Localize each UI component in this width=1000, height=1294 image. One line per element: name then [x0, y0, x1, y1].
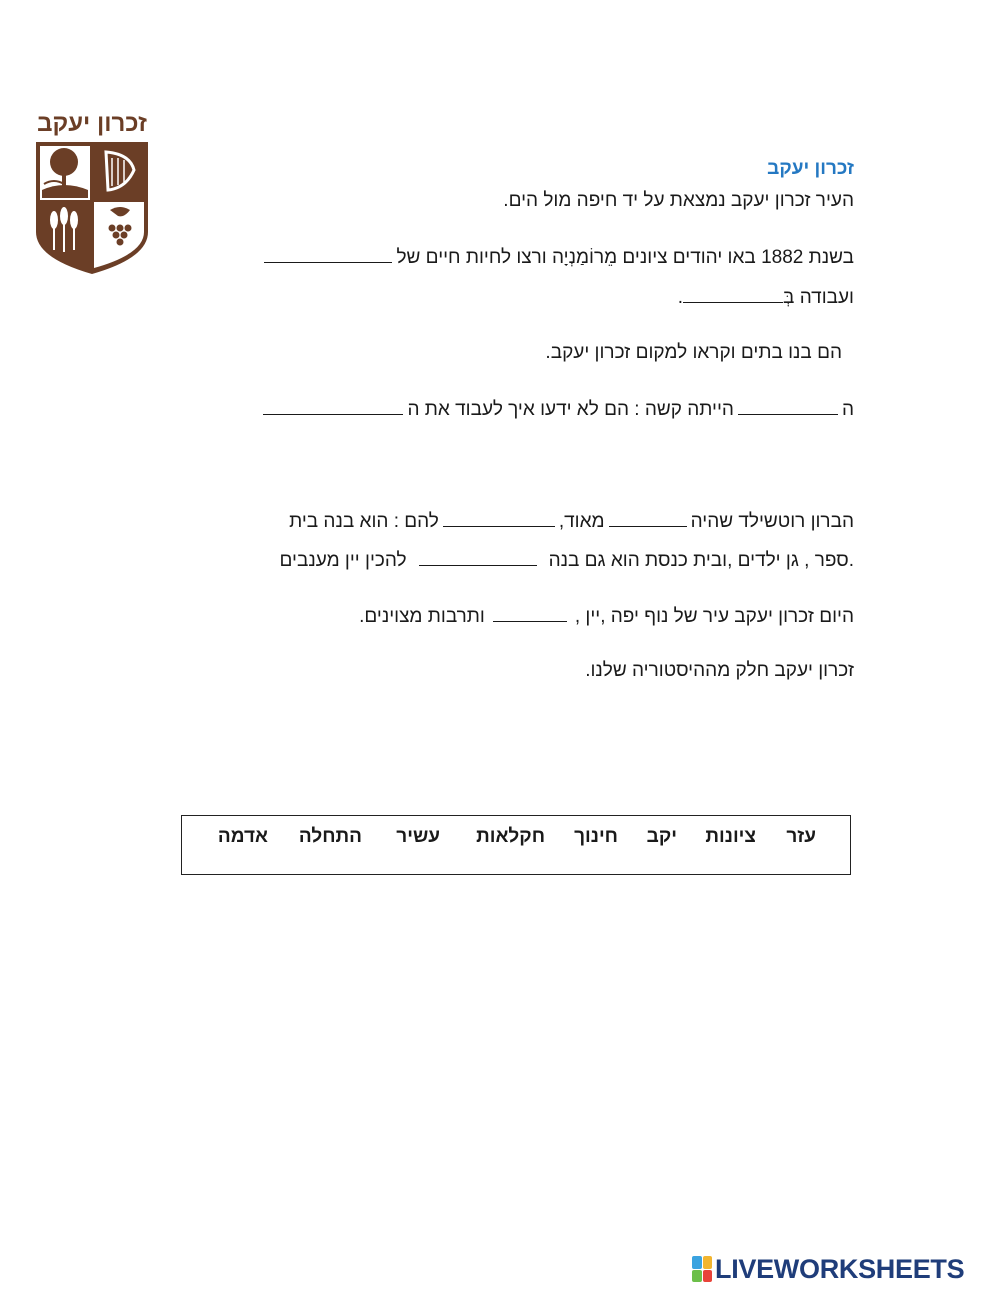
sentence-6-text-b: מאוד,	[558, 511, 605, 532]
word-bank	[181, 815, 851, 875]
sentence-5	[263, 398, 854, 421]
sentence-9: זכרון יעקב חלק מההיסטוריה שלנו.	[585, 660, 854, 681]
blank-input-4[interactable]	[263, 398, 403, 415]
coat-of-arms-emblem	[34, 140, 150, 276]
sentence-6	[289, 510, 854, 533]
word-bank-item[interactable]: יקב	[646, 826, 677, 847]
blank-input-2[interactable]	[683, 286, 783, 303]
sentence-3	[678, 286, 854, 309]
sentence-7-text-a: .ספר , גן ילדים ,ובית כנסת הוא גם בנה	[548, 550, 854, 571]
word-bank-item[interactable]: אדמה	[217, 826, 268, 847]
sentence-3-end: .	[677, 287, 684, 308]
blank-input-8[interactable]	[493, 605, 567, 622]
city-logo	[30, 110, 154, 275]
sentence-6-text-a: הברון רוטשילד שהיה	[690, 511, 854, 532]
sentence-8-text-b: ותרבות מצוינים.	[359, 606, 485, 627]
word-bank-item[interactable]: חינוך	[574, 826, 618, 847]
liveworksheets-logo-icon	[692, 1256, 712, 1282]
sentence-7-text-b: להכין יין מענבים	[279, 550, 407, 571]
sentence-5-text-b: הייתה קשה : הם לא ידעו איך לעבוד את ה	[407, 399, 734, 420]
logo-title: זכרון יעקב	[37, 110, 147, 137]
word-bank-item[interactable]: עשיר	[396, 826, 440, 847]
word-bank-item[interactable]: התחלה	[298, 826, 362, 847]
sentence-8	[359, 605, 854, 628]
sentence-1: העיר זכרון יעקב נמצאת על יד חיפה מול הים.	[503, 190, 854, 211]
blank-input-3[interactable]	[738, 398, 838, 415]
sentence-7	[280, 549, 854, 572]
liveworksheets-wordmark: LIVEWORKSHEETS	[715, 1253, 965, 1284]
blank-input-5[interactable]	[609, 510, 687, 527]
word-bank-item[interactable]: ציונות	[705, 826, 756, 847]
sentence-4: הם בנו בתים וקראו למקום זכרון יעקב.	[545, 342, 842, 363]
word-bank-item[interactable]: עזר	[786, 826, 816, 847]
sentence-3-text: ועבודה בְּ	[783, 287, 854, 308]
sentence-5-text-a: ה	[841, 399, 854, 420]
blank-input-1[interactable]	[264, 246, 392, 263]
blank-input-6[interactable]	[443, 510, 555, 527]
sentence-2-text: בשנת 1882 באו יהודים ציונים מֵרוֹמַנְיָה ורצו לחיות חיים של	[396, 247, 854, 268]
sentence-8-text-a: היום זכרון יעקב עיר של נוף יפה ,יין ,	[574, 606, 854, 627]
sentence-6-text-c: להם : הוא בנה בית	[289, 511, 439, 532]
liveworksheets-watermark	[692, 1254, 964, 1284]
worksheet-title: זכרון יעקב	[767, 158, 854, 179]
blank-input-7[interactable]	[419, 549, 537, 566]
sentence-2	[260, 246, 854, 269]
word-bank-item[interactable]: חקלאות	[476, 826, 545, 847]
